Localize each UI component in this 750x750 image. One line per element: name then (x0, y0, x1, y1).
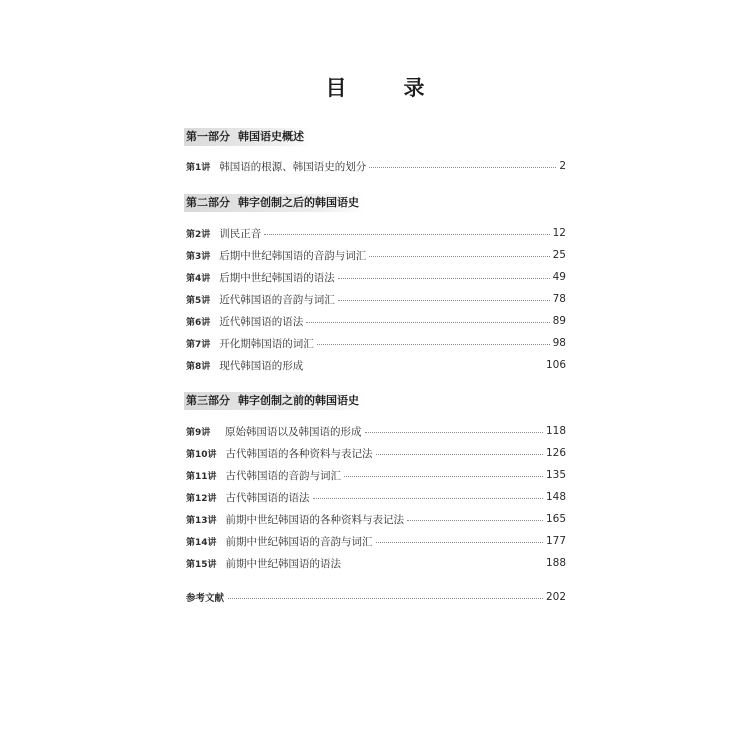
page-number: 98 (552, 337, 566, 349)
part-number: 第三部分 (186, 394, 230, 407)
page-number: 49 (552, 271, 566, 283)
dot-leader (313, 498, 543, 499)
toc-entry-lecture-4[interactable] (186, 269, 566, 285)
page-number: 2 (559, 160, 566, 172)
page-title: 目 录 (325, 75, 443, 100)
lecture-title: 古代韩国语的语法 (225, 491, 310, 504)
dot-leader (344, 476, 543, 477)
lecture-number: 第15讲 (186, 559, 217, 570)
page-number: 188 (545, 557, 566, 569)
references-label: 参考文献 (186, 593, 225, 604)
page-number: 25 (552, 249, 566, 261)
toc-entry-lecture-6[interactable] (186, 313, 566, 329)
dot-leader (369, 167, 556, 168)
part-heading-1 (184, 128, 310, 146)
lecture-number: 第14讲 (186, 537, 217, 548)
toc-entry-lecture-1[interactable] (186, 158, 566, 174)
part-title: 韩字创制之前的韩国语史 (238, 394, 359, 407)
lecture-number: 第11讲 (186, 471, 217, 482)
lecture-number: 第5讲 (186, 295, 211, 306)
toc-entry-lecture-12[interactable] (186, 489, 566, 505)
lecture-title: 近代韩国语的语法 (219, 315, 304, 328)
lecture-title: 现代韩国语的形成 (219, 359, 304, 372)
page-number: 126 (545, 447, 566, 459)
lecture-number: 第10讲 (186, 449, 217, 460)
lecture-title: 古代韩国语的各种资料与表记法 (225, 447, 373, 460)
lecture-title: 前期中世纪韩国语的音韵与词汇 (225, 535, 373, 548)
page-number: 78 (552, 293, 566, 305)
lecture-title: 后期中世纪韩国语的音韵与词汇 (219, 249, 367, 262)
lecture-number: 第9讲 (186, 427, 211, 438)
toc-entry-lecture-9[interactable] (186, 423, 566, 439)
toc-entry-lecture-7[interactable] (186, 335, 566, 351)
lecture-title: 训民正音 (219, 227, 262, 240)
page-number: 177 (545, 535, 566, 547)
lecture-title: 古代韩国语的音韵与词汇 (225, 469, 342, 482)
lecture-title: 近代韩国语的音韵与词汇 (219, 293, 335, 306)
lecture-title: 开化期韩国语的词汇 (219, 337, 314, 350)
part-heading-3 (184, 392, 365, 410)
lecture-number: 第13讲 (186, 515, 217, 526)
page-number: 12 (552, 227, 566, 239)
dot-leader (365, 432, 543, 433)
toc-entry-lecture-10[interactable] (186, 445, 566, 461)
dot-leader (407, 520, 543, 521)
lecture-title: 韩国语的根源、韩国语史的划分 (219, 160, 367, 173)
dot-leader (376, 454, 543, 455)
toc-entry-references[interactable] (186, 589, 566, 605)
lecture-number: 第2讲 (186, 229, 211, 240)
dot-leader (228, 598, 543, 599)
page-number: 165 (545, 513, 566, 525)
dot-leader (369, 256, 549, 257)
dot-leader (338, 278, 550, 279)
page-number: 89 (552, 315, 566, 327)
lecture-number: 第3讲 (186, 251, 211, 262)
toc-entry-lecture-13[interactable] (186, 511, 566, 527)
toc-entry-lecture-8[interactable] (186, 357, 566, 373)
part-number: 第一部分 (186, 130, 230, 143)
lecture-title: 前期中世纪韩国语的各种资料与表记法 (225, 513, 405, 526)
page-number: 202 (545, 591, 566, 603)
dot-leader (344, 564, 543, 565)
dot-leader (317, 344, 550, 345)
lecture-number: 第8讲 (186, 361, 211, 372)
lecture-title: 后期中世纪韩国语的语法 (219, 271, 335, 284)
toc-entry-lecture-2[interactable] (186, 225, 566, 241)
dot-leader (306, 366, 543, 367)
lecture-number: 第6讲 (186, 317, 211, 328)
toc-entry-lecture-5[interactable] (186, 291, 566, 307)
toc-entry-lecture-3[interactable] (186, 247, 566, 263)
lecture-number: 第7讲 (186, 339, 211, 350)
dot-leader (264, 234, 549, 235)
lecture-number: 第4讲 (186, 273, 211, 284)
page-number: 135 (545, 469, 566, 481)
part-title: 韩国语史概述 (238, 130, 304, 143)
part-number: 第二部分 (186, 196, 230, 209)
toc-entry-lecture-14[interactable] (186, 533, 566, 549)
part-heading-2 (184, 194, 365, 212)
toc-entry-lecture-11[interactable] (186, 467, 566, 483)
part-title: 韩字创制之后的韩国语史 (238, 196, 359, 209)
lecture-number: 第1讲 (186, 162, 211, 173)
dot-leader (306, 322, 549, 323)
page-number: 148 (545, 491, 566, 503)
toc-entry-lecture-15[interactable] (186, 555, 566, 571)
page-number: 106 (545, 359, 566, 371)
lecture-title: 前期中世纪韩国语的语法 (225, 557, 342, 570)
page-number: 118 (545, 425, 566, 437)
lecture-number: 第12讲 (186, 493, 217, 504)
lecture-title: 原始韩国语以及韩国语的形成 (225, 425, 362, 438)
dot-leader (338, 300, 550, 301)
dot-leader (376, 542, 543, 543)
